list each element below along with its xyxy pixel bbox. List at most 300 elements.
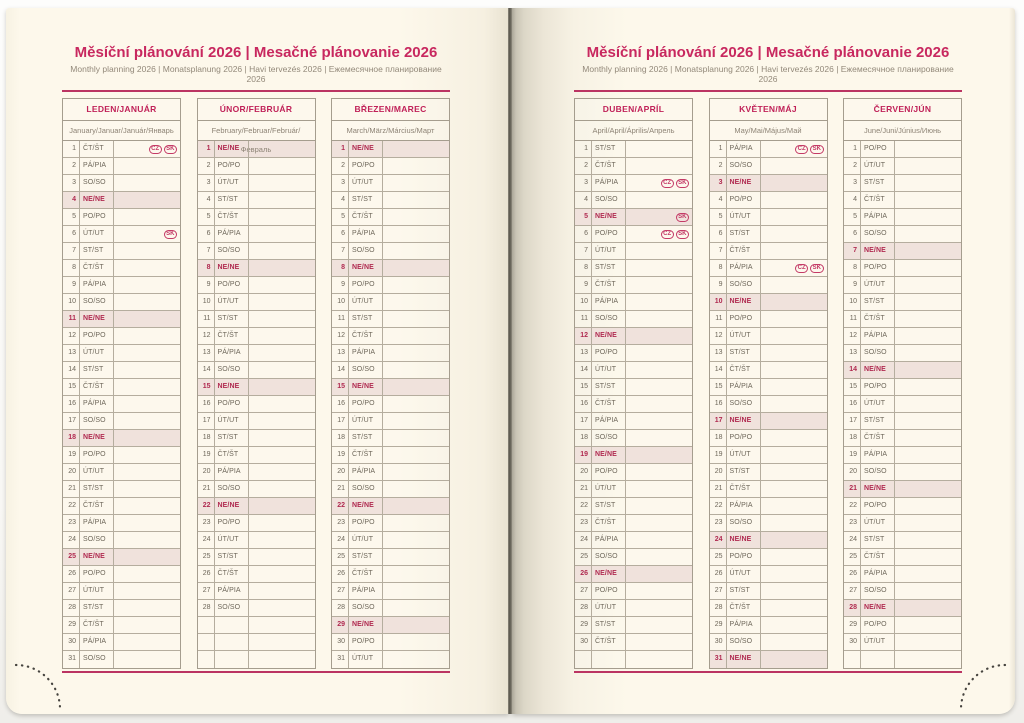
empty-day-row — [198, 651, 315, 668]
notes-cell — [626, 277, 692, 293]
weekday-cell: NE/NE — [727, 532, 761, 548]
day-row — [575, 311, 692, 328]
day-number-cell: 31 — [710, 651, 727, 668]
weekday-cell: NE/NE — [861, 243, 895, 259]
day-row — [63, 158, 180, 175]
notes-cell — [383, 430, 449, 446]
weekday-cell: ÚT/UT — [592, 362, 626, 378]
day-number-cell: 11 — [198, 311, 215, 327]
day-row — [198, 600, 315, 617]
day-row — [710, 515, 827, 532]
weekday-cell: ÚT/UT — [215, 294, 249, 310]
weekday-cell: PÁ/PIA — [80, 515, 114, 531]
weekday-cell: PO/PO — [349, 515, 383, 531]
day-number-cell: 24 — [63, 532, 80, 548]
weekday-cell: ÚT/UT — [349, 175, 383, 191]
day-number-cell: 22 — [63, 498, 80, 514]
day-number-cell: 18 — [332, 430, 349, 446]
weekday-cell: ČT/ŠT — [349, 328, 383, 344]
notes-cell — [114, 413, 180, 429]
day-number-cell: 22 — [575, 498, 592, 514]
notes-cell — [895, 566, 961, 582]
weekday-cell: PO/PO — [349, 158, 383, 174]
day-number-cell: 14 — [575, 362, 592, 378]
notes-cell — [761, 226, 827, 242]
notes-cell — [626, 481, 692, 497]
weekday-cell: ČT/ŠT — [80, 141, 114, 157]
day-row — [710, 549, 827, 566]
empty-day-row — [575, 651, 692, 668]
day-row — [710, 260, 827, 277]
day-row — [63, 141, 180, 158]
day-number-cell: 3 — [332, 175, 349, 191]
notes-cell — [383, 328, 449, 344]
day-row — [198, 345, 315, 362]
day-number-cell: 3 — [844, 175, 861, 191]
weekday-cell: PÁ/PIA — [80, 634, 114, 650]
weekday-cell: PO/PO — [80, 328, 114, 344]
weekday-cell: ÚT/UT — [861, 396, 895, 412]
weekday-cell: PO/PO — [215, 277, 249, 293]
weekday-cell: ÚT/UT — [592, 243, 626, 259]
day-number-cell: 23 — [575, 515, 592, 531]
weekday-cell: ČT/ŠT — [215, 447, 249, 463]
day-number-cell: 16 — [198, 396, 215, 412]
notes-cell — [249, 651, 315, 668]
month-subtitle: March/März/Március/Март — [332, 121, 449, 141]
day-number-cell: 4 — [63, 192, 80, 208]
day-row — [332, 549, 449, 566]
day-row — [198, 277, 315, 294]
notes-cell — [895, 209, 961, 225]
notes-cell — [383, 294, 449, 310]
weekday-cell — [861, 651, 895, 668]
weekday-cell: SO/SO — [861, 226, 895, 242]
weekday-cell: ČT/ŠT — [215, 566, 249, 582]
weekday-cell: PO/PO — [592, 226, 626, 242]
notes-cell — [383, 600, 449, 616]
notes-cell — [895, 226, 961, 242]
day-number-cell: 8 — [198, 260, 215, 276]
notes-cell — [761, 328, 827, 344]
day-number-cell: 13 — [710, 345, 727, 361]
weekday-cell: PO/PO — [592, 583, 626, 599]
day-row — [198, 532, 315, 549]
notes-cell — [626, 498, 692, 514]
day-number-cell: 20 — [575, 464, 592, 480]
day-row-sunday — [710, 175, 827, 192]
notes-cell — [761, 634, 827, 650]
notes-cell — [895, 243, 961, 259]
notes-cell — [626, 600, 692, 616]
weekday-cell: PÁ/PIA — [861, 447, 895, 463]
day-number-cell: 5 — [198, 209, 215, 225]
weekday-cell: ST/ST — [80, 481, 114, 497]
day-row — [844, 515, 961, 532]
weekday-cell: ČT/ŠT — [592, 396, 626, 412]
day-number-cell: 21 — [710, 481, 727, 497]
day-number-cell: 18 — [710, 430, 727, 446]
holiday-badge-cz: CZ — [661, 179, 674, 188]
day-number-cell: 20 — [844, 464, 861, 480]
day-number-cell: 26 — [63, 566, 80, 582]
day-row — [575, 413, 692, 430]
weekday-cell: NE/NE — [80, 549, 114, 565]
day-row-sunday — [575, 566, 692, 583]
tear-corner-perforation-right — [957, 663, 1011, 713]
day-row — [63, 294, 180, 311]
notes-cell — [895, 379, 961, 395]
day-number-cell: 9 — [63, 277, 80, 293]
weekday-cell: PÁ/PIA — [215, 226, 249, 242]
weekday-cell: SO/SO — [861, 583, 895, 599]
day-row — [710, 277, 827, 294]
holiday-badge-cz: CZ — [795, 264, 808, 273]
notes-cell — [895, 600, 961, 616]
notes-cell — [895, 277, 961, 293]
notes-cell — [626, 430, 692, 446]
weekday-cell: SO/SO — [727, 158, 761, 174]
weekday-cell — [215, 651, 249, 668]
day-number-cell: 6 — [198, 226, 215, 242]
day-row — [198, 566, 315, 583]
day-number-cell: 2 — [63, 158, 80, 174]
weekday-cell: ČT/ŠT — [727, 600, 761, 616]
notes-cell — [114, 498, 180, 514]
day-row — [844, 498, 961, 515]
weekday-cell: ST/ST — [349, 192, 383, 208]
notes-cell — [383, 566, 449, 582]
day-row-sunday — [575, 209, 692, 226]
weekday-cell: PÁ/PIA — [80, 396, 114, 412]
notes-cell — [249, 243, 315, 259]
day-number-cell: 24 — [198, 532, 215, 548]
day-row — [332, 226, 449, 243]
day-number-cell: 27 — [710, 583, 727, 599]
day-number-cell: 18 — [575, 430, 592, 446]
notes-cell — [249, 413, 315, 429]
day-number-cell: 27 — [63, 583, 80, 599]
notes-cell — [383, 226, 449, 242]
notes-cell — [249, 515, 315, 531]
notes-cell — [895, 617, 961, 633]
notes-cell — [249, 192, 315, 208]
month-subtitle: May/Mai/Május/Май — [710, 121, 827, 141]
month-table — [331, 98, 450, 669]
weekday-cell: SO/SO — [215, 243, 249, 259]
day-row — [198, 243, 315, 260]
top-divider-line — [574, 90, 962, 92]
day-number-cell: 9 — [332, 277, 349, 293]
weekday-cell: SO/SO — [727, 396, 761, 412]
notes-cell — [114, 141, 180, 157]
day-row — [575, 430, 692, 447]
weekday-cell: ST/ST — [727, 345, 761, 361]
notes-cell — [761, 413, 827, 429]
day-number-cell: 23 — [332, 515, 349, 531]
notes-cell — [114, 583, 180, 599]
day-number-cell: 12 — [198, 328, 215, 344]
weekday-cell: ČT/ŠT — [861, 549, 895, 565]
page-title: Měsíční plánování 2026 | Mesačné plánovanie 2026 — [74, 44, 438, 61]
day-number-cell: 1 — [575, 141, 592, 157]
month-name: ÚNOR/FEBRUÁR — [198, 99, 315, 121]
holiday-badge-cz: CZ — [795, 145, 808, 154]
day-number-cell: 19 — [63, 447, 80, 463]
day-number-cell: 13 — [575, 345, 592, 361]
day-number-cell: 3 — [710, 175, 727, 191]
day-number-cell: 20 — [198, 464, 215, 480]
notes-cell — [249, 464, 315, 480]
day-row — [844, 141, 961, 158]
holiday-badge-sk: SK — [676, 179, 689, 188]
day-row-sunday — [332, 379, 449, 396]
weekday-cell: PÁ/PIA — [861, 566, 895, 582]
notes-cell — [626, 328, 692, 344]
day-row — [198, 396, 315, 413]
weekday-cell: PO/PO — [349, 396, 383, 412]
notes-cell — [383, 464, 449, 480]
notes-cell — [249, 447, 315, 463]
weekday-cell: ÚT/UT — [349, 532, 383, 548]
day-row — [198, 481, 315, 498]
notes-cell — [383, 141, 449, 157]
day-number-cell: 30 — [63, 634, 80, 650]
weekday-cell: PO/PO — [80, 566, 114, 582]
notes-cell — [114, 481, 180, 497]
day-number-cell: 27 — [332, 583, 349, 599]
day-number-cell: 19 — [575, 447, 592, 463]
weekday-cell: ST/ST — [80, 362, 114, 378]
weekday-cell: SO/SO — [592, 430, 626, 446]
day-row — [710, 192, 827, 209]
day-number-cell: 25 — [198, 549, 215, 565]
day-row — [575, 617, 692, 634]
notes-cell — [626, 311, 692, 327]
weekday-cell: PÁ/PIA — [215, 464, 249, 480]
day-number-cell: 30 — [844, 634, 861, 650]
day-row — [63, 175, 180, 192]
day-row — [63, 515, 180, 532]
weekday-cell: ST/ST — [861, 532, 895, 548]
day-row — [575, 583, 692, 600]
holiday-badge-sk: SK — [676, 213, 689, 222]
day-row — [198, 549, 315, 566]
weekday-cell: ČT/ŠT — [80, 617, 114, 633]
weekday-cell: NE/NE — [349, 260, 383, 276]
notes-cell — [761, 175, 827, 191]
day-number-cell: 14 — [710, 362, 727, 378]
day-row — [198, 209, 315, 226]
day-number-cell: 4 — [710, 192, 727, 208]
notes-cell — [249, 379, 315, 395]
notes-cell — [626, 617, 692, 633]
weekday-cell: SO/SO — [861, 464, 895, 480]
day-row — [710, 345, 827, 362]
day-row — [844, 328, 961, 345]
notes-cell — [761, 447, 827, 463]
notes-cell — [895, 362, 961, 378]
notes-cell — [626, 175, 692, 191]
day-number-cell: 6 — [332, 226, 349, 242]
day-row — [332, 430, 449, 447]
day-row — [332, 277, 449, 294]
weekday-cell: NE/NE — [215, 141, 249, 157]
day-number-cell: 11 — [332, 311, 349, 327]
notes-cell — [114, 328, 180, 344]
weekday-cell: PÁ/PIA — [349, 583, 383, 599]
day-row — [332, 345, 449, 362]
weekday-cell: SO/SO — [349, 481, 383, 497]
day-number-cell: 4 — [844, 192, 861, 208]
day-row — [63, 243, 180, 260]
day-row — [710, 566, 827, 583]
day-row — [198, 464, 315, 481]
day-row — [844, 566, 961, 583]
weekday-cell: PÁ/PIA — [861, 328, 895, 344]
day-number-cell: 29 — [575, 617, 592, 633]
weekday-cell: NE/NE — [592, 209, 626, 225]
day-number-cell: 2 — [575, 158, 592, 174]
day-number-cell: 12 — [710, 328, 727, 344]
day-row — [710, 396, 827, 413]
day-number-cell: 5 — [844, 209, 861, 225]
notes-cell — [383, 617, 449, 633]
day-number-cell: 15 — [63, 379, 80, 395]
day-number-cell: 4 — [575, 192, 592, 208]
notes-cell — [249, 175, 315, 191]
day-number-cell: 5 — [332, 209, 349, 225]
weekday-cell: SO/SO — [80, 651, 114, 668]
notes-cell — [114, 260, 180, 276]
day-number-cell: 29 — [332, 617, 349, 633]
day-number-cell: 21 — [844, 481, 861, 497]
day-number-cell: 5 — [63, 209, 80, 225]
notes-cell — [626, 243, 692, 259]
holiday-badge-sk: SK — [164, 145, 177, 154]
day-number-cell: 27 — [575, 583, 592, 599]
day-number-cell: 31 — [63, 651, 80, 668]
day-row — [332, 447, 449, 464]
weekday-cell: NE/NE — [215, 260, 249, 276]
tear-corner-perforation-left — [10, 663, 64, 713]
weekday-cell: PÁ/PIA — [727, 498, 761, 514]
notes-cell — [626, 413, 692, 429]
weekday-cell: ST/ST — [592, 617, 626, 633]
weekday-cell: ST/ST — [592, 260, 626, 276]
notes-cell — [761, 464, 827, 480]
weekday-cell: SO/SO — [727, 515, 761, 531]
day-number-cell: 8 — [63, 260, 80, 276]
weekday-cell: ÚT/UT — [80, 583, 114, 599]
day-row — [63, 498, 180, 515]
weekday-cell: SO/SO — [349, 243, 383, 259]
day-row — [63, 617, 180, 634]
day-row — [63, 362, 180, 379]
day-row — [710, 481, 827, 498]
notes-cell — [383, 158, 449, 174]
day-row — [844, 294, 961, 311]
day-row — [63, 651, 180, 668]
notes-cell — [249, 277, 315, 293]
day-number-cell: 15 — [844, 379, 861, 395]
notes-cell — [114, 158, 180, 174]
day-row — [63, 379, 180, 396]
day-row — [575, 396, 692, 413]
day-number-cell — [198, 634, 215, 650]
day-number-cell: 3 — [575, 175, 592, 191]
day-number-cell: 7 — [332, 243, 349, 259]
notes-cell — [114, 549, 180, 565]
notes-cell — [114, 396, 180, 412]
day-row — [710, 600, 827, 617]
notes-cell — [114, 175, 180, 191]
day-number-cell: 12 — [63, 328, 80, 344]
day-number-cell: 25 — [332, 549, 349, 565]
day-row-sunday — [63, 549, 180, 566]
weekday-cell: NE/NE — [592, 566, 626, 582]
weekday-cell: ÚT/UT — [861, 277, 895, 293]
day-row — [63, 413, 180, 430]
day-number-cell: 8 — [844, 260, 861, 276]
day-number-cell: 18 — [63, 430, 80, 446]
notes-cell — [761, 192, 827, 208]
notes-cell — [761, 345, 827, 361]
day-number-cell: 18 — [198, 430, 215, 446]
weekday-cell: NE/NE — [80, 192, 114, 208]
day-number-cell: 10 — [332, 294, 349, 310]
day-row — [198, 413, 315, 430]
notes-cell — [895, 481, 961, 497]
weekday-cell: ČT/ŠT — [592, 634, 626, 650]
weekday-cell: PO/PO — [349, 277, 383, 293]
weekday-cell: NE/NE — [861, 481, 895, 497]
day-number-cell: 14 — [63, 362, 80, 378]
day-number-cell: 8 — [710, 260, 727, 276]
month-subtitle: June/Juni/Június/Июнь — [844, 121, 961, 141]
day-row — [332, 634, 449, 651]
day-number-cell: 10 — [198, 294, 215, 310]
notes-cell — [383, 447, 449, 463]
notes-cell — [895, 294, 961, 310]
day-row — [332, 532, 449, 549]
day-row-sunday — [332, 617, 449, 634]
day-row — [575, 141, 692, 158]
holiday-badge-sk: SK — [810, 145, 823, 154]
day-row-sunday — [844, 243, 961, 260]
day-number-cell: 28 — [710, 600, 727, 616]
weekday-cell: NE/NE — [861, 600, 895, 616]
notes-cell — [761, 549, 827, 565]
day-number-cell: 24 — [710, 532, 727, 548]
notes-cell — [895, 413, 961, 429]
day-number-cell: 24 — [844, 532, 861, 548]
day-number-cell: 2 — [710, 158, 727, 174]
weekday-cell: ČT/ŠT — [215, 328, 249, 344]
day-row — [332, 175, 449, 192]
day-row — [63, 600, 180, 617]
day-number-cell: 15 — [332, 379, 349, 395]
weekday-cell: SO/SO — [349, 362, 383, 378]
day-row — [575, 515, 692, 532]
notes-cell — [114, 464, 180, 480]
day-number-cell — [198, 651, 215, 668]
notes-cell — [895, 141, 961, 157]
day-number-cell — [844, 651, 861, 668]
month-name: LEDEN/JANUÁR — [63, 99, 180, 121]
day-row — [844, 617, 961, 634]
day-row-sunday — [844, 600, 961, 617]
